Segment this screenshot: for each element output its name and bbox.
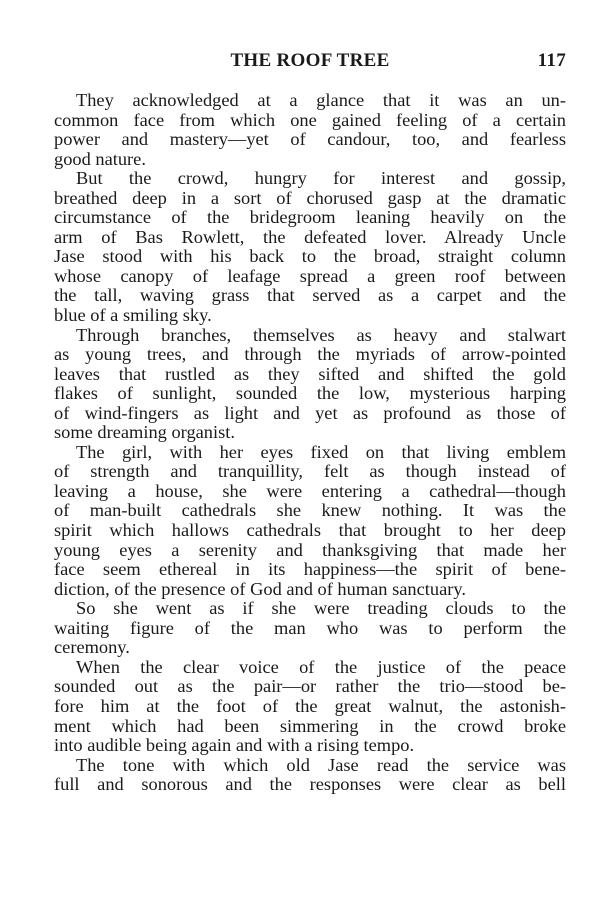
page-number: 117 [537, 50, 566, 71]
text-line: But the crowd, hungry for interest and gossip, [76, 168, 566, 189]
paragraph [54, 658, 566, 756]
text-line: Jase stood with his back to the broad, straight column [54, 246, 566, 267]
text-line: blue of a smiling sky. [54, 305, 212, 326]
text-line: young eyes a serenity and thanksgiving that made her [54, 539, 566, 560]
text-line: the tall, waving grass that served as a carpet and the [54, 285, 566, 306]
text-line: of man-built cathedrals she knew nothing. It was the [54, 500, 566, 521]
text-line: When the clear voice of the justice of the peace [76, 656, 566, 677]
text-line: diction, of the presence of God and of human sanctuary. [54, 578, 466, 599]
text-line: whose canopy of leafage spread a green roof between [54, 265, 566, 286]
text-line: Through branches, themselves as heavy and stalwart [76, 324, 566, 345]
text-line: flakes of sunlight, sounded the low, mysterious harping [54, 383, 566, 404]
text-line: into audible being again and with a rising tempo. [54, 735, 415, 756]
text-line: breathed deep in a sort of chorused gasp at the dramatic [54, 187, 566, 208]
book-page [54, 50, 566, 795]
text-line: The tone with which old Jase read the service was [76, 754, 566, 775]
text-line: arm of Bas Rowlett, the defeated lover. Already Uncle [54, 226, 566, 247]
text-line: some dreaming organist. [54, 422, 235, 443]
paragraph [54, 169, 566, 325]
text-line: face seem ethereal in its happiness—the spirit of bene- [54, 559, 566, 580]
paragraph [54, 443, 566, 599]
paragraph [54, 756, 566, 795]
paragraph [54, 91, 566, 169]
text-line: sounded out as the pair—or rather the trio—stood be- [54, 676, 566, 697]
text-line: circumstance of the bridegroom leaning heavily on the [54, 207, 566, 228]
text-line: fore him at the foot of the great walnut, the astonish- [54, 695, 566, 716]
text-line: ment which had been simmering in the crowd broke [54, 715, 566, 736]
running-header [54, 50, 566, 76]
paragraph [54, 326, 566, 443]
text-line: of wind-fingers as light and yet as profound as those of [54, 402, 566, 423]
text-line: waiting figure of the man who was to perform the [54, 617, 566, 638]
paragraph [54, 599, 566, 658]
text-line: ceremony. [54, 637, 130, 658]
body-text [54, 91, 566, 795]
text-line: leaves that rustled as they sifted and shifted the gold [54, 363, 566, 384]
text-line: as young trees, and through the myriads of arrow-pointed [54, 344, 566, 365]
text-line: of strength and tranquillity, felt as though instead of [54, 461, 566, 482]
text-line: spirit which hallows cathedrals that brought to her deep [54, 520, 566, 541]
text-line: common face from which one gained feeling of a certain [54, 109, 566, 130]
text-line: leaving a house, she were entering a cathedral—though [54, 480, 566, 501]
text-line: The girl, with her eyes fixed on that living emblem [76, 441, 566, 462]
text-line: full and sonorous and the responses were clear as bell [54, 774, 566, 795]
text-line: They acknowledged at a glance that it was an un- [76, 90, 566, 110]
text-line: power and mastery—yet of candour, too, and fearless [54, 129, 566, 150]
running-title: THE ROOF TREE [230, 50, 390, 71]
text-line: good nature. [54, 148, 146, 169]
text-line: So she went as if she were treading clouds to the [76, 598, 566, 619]
